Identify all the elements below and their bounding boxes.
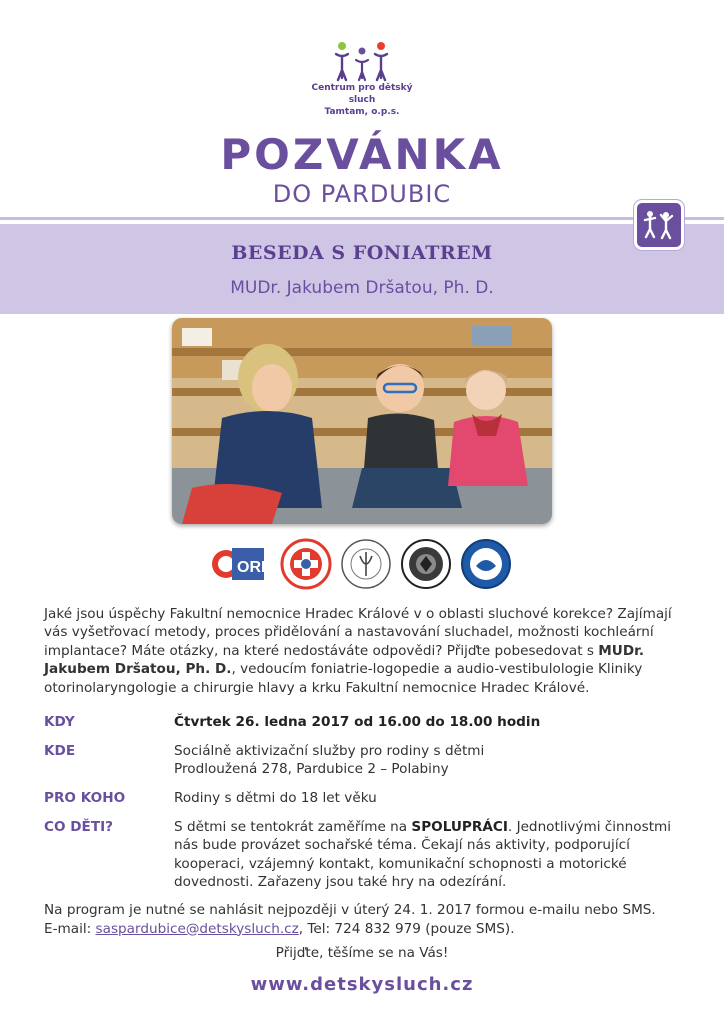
codeti-text-1: S dětmi se tentokrát zaměříme na	[174, 819, 412, 835]
registration-line: Na program je nutné se nahlásit nejpozději v úterý 24. 1. 2017 formou e-mailu nebo SMS.	[44, 902, 656, 918]
closing-line: Přijďte, těšíme se na Vás!	[275, 945, 449, 961]
codeti-text-2: . Jednotlivými činnostmi nás bude provázet sochařské téma. Čekají nás aktivity, podporující kooperaci, vzájemný kontakt, komunikační schopnosti a motorické dovednosti. Zařazeny jsou také hry na odezírání.	[174, 819, 672, 891]
detail-label-prokoho: PRO KOHO	[44, 790, 126, 806]
event-heading: BESEDA S FONIATREM	[231, 242, 493, 264]
org-name: Centrum pro dětský sluch	[311, 83, 413, 105]
organization-logo	[300, 40, 424, 118]
university-seal-icon	[402, 540, 450, 588]
detail-label-kde: KDE	[44, 743, 76, 759]
intro-speaker-name: MUDr. Jakubem Dršatou, Ph. D.	[44, 642, 645, 678]
email-link[interactable]: saspardubice@detskysluch.cz	[95, 920, 299, 937]
event-band	[0, 224, 724, 314]
intro-paragraph	[44, 605, 684, 697]
contact-line	[44, 920, 684, 939]
svg-text:ORL: ORL	[237, 559, 271, 576]
detail-label-kdy: KDY	[44, 714, 75, 730]
detail-value-prokoho: Rodiny s dětmi do 18 let věku	[174, 790, 377, 806]
hospital-cross-logo-icon	[282, 540, 330, 588]
intro-text-2: , vedoucím foniatrie-logopedie a audio-vestibulologie Kliniky otorinolaryngologie a chirurgie hlavy a krku Fakultní nemocnice Hradec Králové.	[44, 661, 643, 696]
children-photo	[172, 318, 552, 524]
phone-text: , Tel: 724 832 979 (pouze SMS).	[298, 920, 515, 937]
family-logo-icon	[332, 40, 392, 82]
page-title: POZVÁNKA	[220, 130, 504, 179]
detail-value-kdy: Čtvrtek 26. ledna 2017 od 16.00 do 18.00 hodin	[174, 714, 541, 730]
detail-label-codeti: CO DĚTI?	[44, 819, 114, 835]
children-pictogram-icon	[634, 200, 684, 250]
detail-value-codeti	[174, 818, 694, 892]
orl-logo-icon	[212, 542, 271, 586]
email-label: E-mail:	[44, 920, 96, 937]
association-logo-icon	[462, 540, 510, 588]
intro-text-1: Jaké jsou úspěchy Fakultní nemocnice Hradec Králové v o oblasti sluchové korekce? Zajímají vás vyšetřovací metody, proces přidělování a nastavování sluchadel, možnosti kochleární implantace? Máte otázky, na které nedostáváte odpovědi? Přijďte pobesedovat s	[44, 606, 672, 659]
event-speaker: MUDr. Jakubem Dršatou, Ph. D.	[230, 278, 494, 298]
org-legal-name: Tamtam, o.p.s.	[324, 107, 400, 117]
detail-value-kde	[174, 742, 694, 779]
medical-society-seal-icon	[342, 540, 390, 588]
band-divider	[0, 217, 724, 220]
registration-note	[44, 901, 684, 938]
codeti-emphasis: SPOLUPRÁCI	[411, 819, 508, 835]
detail-kde-line-2: Prodloužená 278, Pardubice 2 – Polabiny	[174, 761, 449, 778]
website-link[interactable]: www.detskysluch.cz	[250, 974, 474, 995]
partner-logos	[210, 536, 520, 592]
page-subtitle: DO PARDUBIC	[272, 180, 452, 208]
detail-kde-line-1: Sociálně aktivizační služby pro rodiny s dětmi	[174, 743, 485, 759]
